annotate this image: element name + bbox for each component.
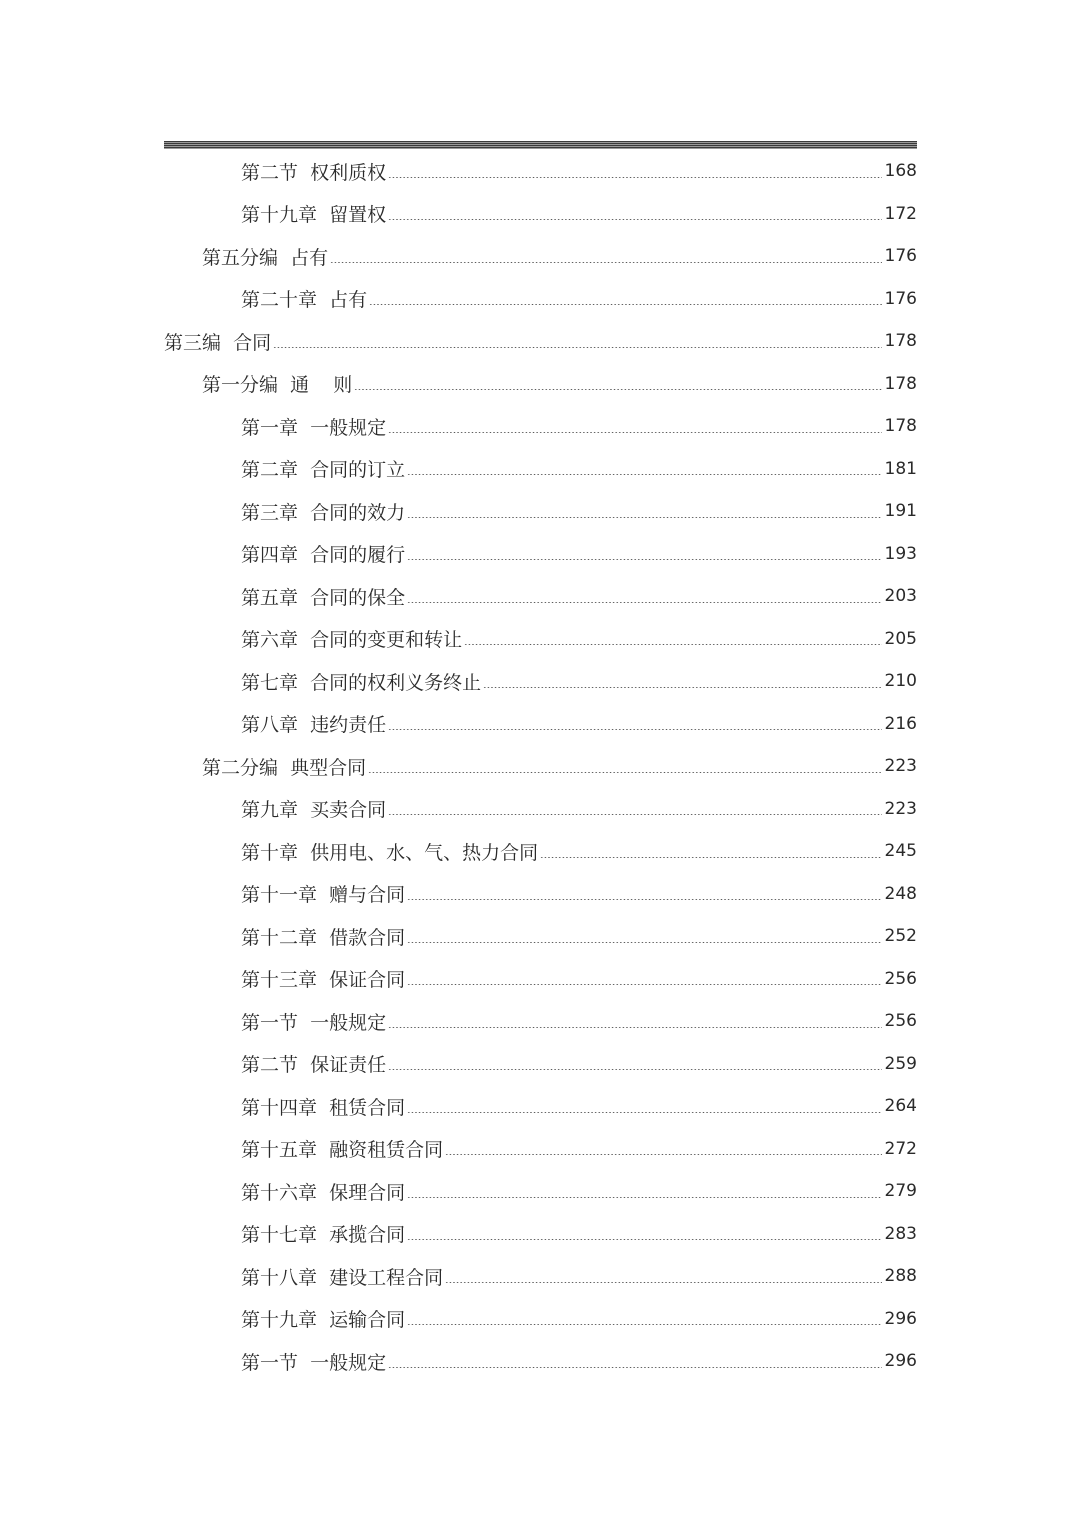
toc-entry-title: 第一分编 通 则 [202,374,353,397]
toc-entry-title: 第一节 一般规定 [241,1351,387,1374]
toc-entry-title: 第十三章 保证合同 [241,969,406,992]
dot-leader [354,389,881,390]
toc-entry-page-number: 210 [884,671,917,692]
dot-leader [407,1112,881,1113]
toc-entry-title: 第二分编 典型合同 [202,756,367,779]
toc-entry-page-number: 264 [884,1096,917,1117]
toc-entry-page-number: 256 [884,1011,917,1032]
toc-entry-title: 第二章 合同的订立 [241,459,406,482]
toc-entry-title: 第十四章 租赁合同 [241,1096,406,1119]
toc-entry[interactable] [164,490,917,533]
toc-entry[interactable] [164,363,917,406]
toc-entry-title: 第九章 买卖合同 [241,799,387,822]
toc-entry-title: 第二节 权利质权 [241,161,387,184]
toc-entry[interactable] [164,448,917,491]
toc-entry[interactable] [164,150,917,193]
dot-leader [388,1069,881,1070]
toc-entry[interactable] [164,533,917,576]
toc-entry-page-number: 191 [884,501,917,522]
header-rule [164,141,917,149]
toc-entry-title: 第二十章 占有 [241,289,368,312]
dot-leader [388,1027,881,1028]
toc-entry-title: 第十一章 赠与合同 [241,884,406,907]
toc-entry[interactable] [164,1000,917,1043]
toc-entry[interactable] [164,873,917,916]
dot-leader [388,432,881,433]
toc-entry-page-number: 288 [884,1266,917,1287]
dot-leader [330,262,881,263]
toc-entry-title: 第十七章 承揽合同 [241,1224,406,1247]
toc-entry-title: 第六章 合同的变更和转让 [241,629,463,652]
dot-leader [407,942,881,943]
toc-entry[interactable] [164,618,917,661]
toc-entry[interactable] [164,1085,917,1128]
toc-entry[interactable] [164,320,917,363]
toc-entry-title: 第十章 供用电、水、气、热力合同 [241,841,539,864]
toc-entry-page-number: 296 [884,1308,917,1329]
toc-entry[interactable] [164,958,917,1001]
toc-entry[interactable] [164,915,917,958]
toc-entry[interactable] [164,575,917,618]
dot-leader [407,1324,881,1325]
toc-entry-page-number: 178 [884,416,917,437]
toc-entry-page-number: 223 [884,798,917,819]
toc-entry[interactable] [164,1128,917,1171]
dot-leader [407,984,881,985]
toc-entry-title: 第十八章 建设工程合同 [241,1266,444,1289]
toc-entry[interactable] [164,405,917,448]
toc-entry[interactable] [164,278,917,321]
dot-leader [483,687,881,688]
toc-entry-page-number: 168 [884,161,917,182]
toc-entry[interactable] [164,703,917,746]
toc-entry-page-number: 216 [884,713,917,734]
toc-entry[interactable] [164,1043,917,1086]
toc-entry-title: 第一章 一般规定 [241,416,387,439]
toc-entry-title: 第十六章 保理合同 [241,1181,406,1204]
dot-leader [388,219,881,220]
toc-entry-page-number: 176 [884,288,917,309]
toc-entry-page-number: 223 [884,756,917,777]
toc-entry-page-number: 205 [884,628,917,649]
toc-entry-title: 第二节 保证责任 [241,1054,387,1077]
table-of-contents [164,150,917,1383]
toc-entry[interactable] [164,1340,917,1383]
dot-leader [445,1282,881,1283]
toc-entry[interactable] [164,830,917,873]
dot-leader [407,517,881,518]
toc-entry[interactable] [164,745,917,788]
dot-leader [407,1197,881,1198]
toc-entry-title: 第五分编 占有 [202,246,329,269]
dot-leader [540,857,881,858]
toc-entry-title: 第十二章 借款合同 [241,926,406,949]
toc-entry-page-number: 245 [884,841,917,862]
dot-leader [388,177,881,178]
toc-entry-page-number: 172 [884,203,917,224]
toc-entry-title: 第一节 一般规定 [241,1011,387,1034]
dot-leader [273,347,881,348]
dot-leader [369,304,881,305]
dot-leader [388,814,881,815]
toc-entry-title: 第五章 合同的保全 [241,586,406,609]
toc-entry-title: 第三编 合同 [164,331,272,354]
toc-entry-title: 第十九章 运输合同 [241,1309,406,1332]
toc-entry[interactable] [164,193,917,236]
dot-leader [368,772,881,773]
toc-entry[interactable] [164,788,917,831]
dot-leader [407,899,881,900]
toc-entry-page-number: 272 [884,1138,917,1159]
dot-leader [388,729,881,730]
toc-entry-title: 第三章 合同的效力 [241,501,406,524]
dot-leader [407,559,881,560]
toc-entry-page-number: 283 [884,1223,917,1244]
toc-entry[interactable] [164,1170,917,1213]
toc-entry-title: 第八章 违约责任 [241,714,387,737]
dot-leader [407,602,881,603]
toc-entry-page-number: 296 [884,1351,917,1372]
toc-entry-page-number: 252 [884,926,917,947]
dot-leader [445,1154,881,1155]
toc-entry-page-number: 178 [884,331,917,352]
dot-leader [407,474,881,475]
toc-entry[interactable] [164,1298,917,1341]
toc-entry-page-number: 248 [884,883,917,904]
toc-entry[interactable] [164,235,917,278]
dot-leader [407,1239,881,1240]
toc-entry-page-number: 279 [884,1181,917,1202]
toc-entry[interactable] [164,1255,917,1298]
toc-entry[interactable] [164,1213,917,1256]
toc-entry-title: 第十五章 融资租赁合同 [241,1139,444,1162]
toc-entry-title: 第七章 合同的权利义务终止 [241,671,482,694]
dot-leader [388,1367,881,1368]
toc-entry-page-number: 203 [884,586,917,607]
dot-leader [464,644,881,645]
toc-entry-title: 第十九章 留置权 [241,204,387,227]
toc-entry-page-number: 176 [884,246,917,267]
toc-entry-page-number: 193 [884,543,917,564]
toc-entry-title: 第四章 合同的履行 [241,544,406,567]
toc-entry-page-number: 178 [884,373,917,394]
toc-entry-page-number: 259 [884,1053,917,1074]
toc-entry-page-number: 181 [884,458,917,479]
toc-entry-page-number: 256 [884,968,917,989]
toc-entry[interactable] [164,660,917,703]
